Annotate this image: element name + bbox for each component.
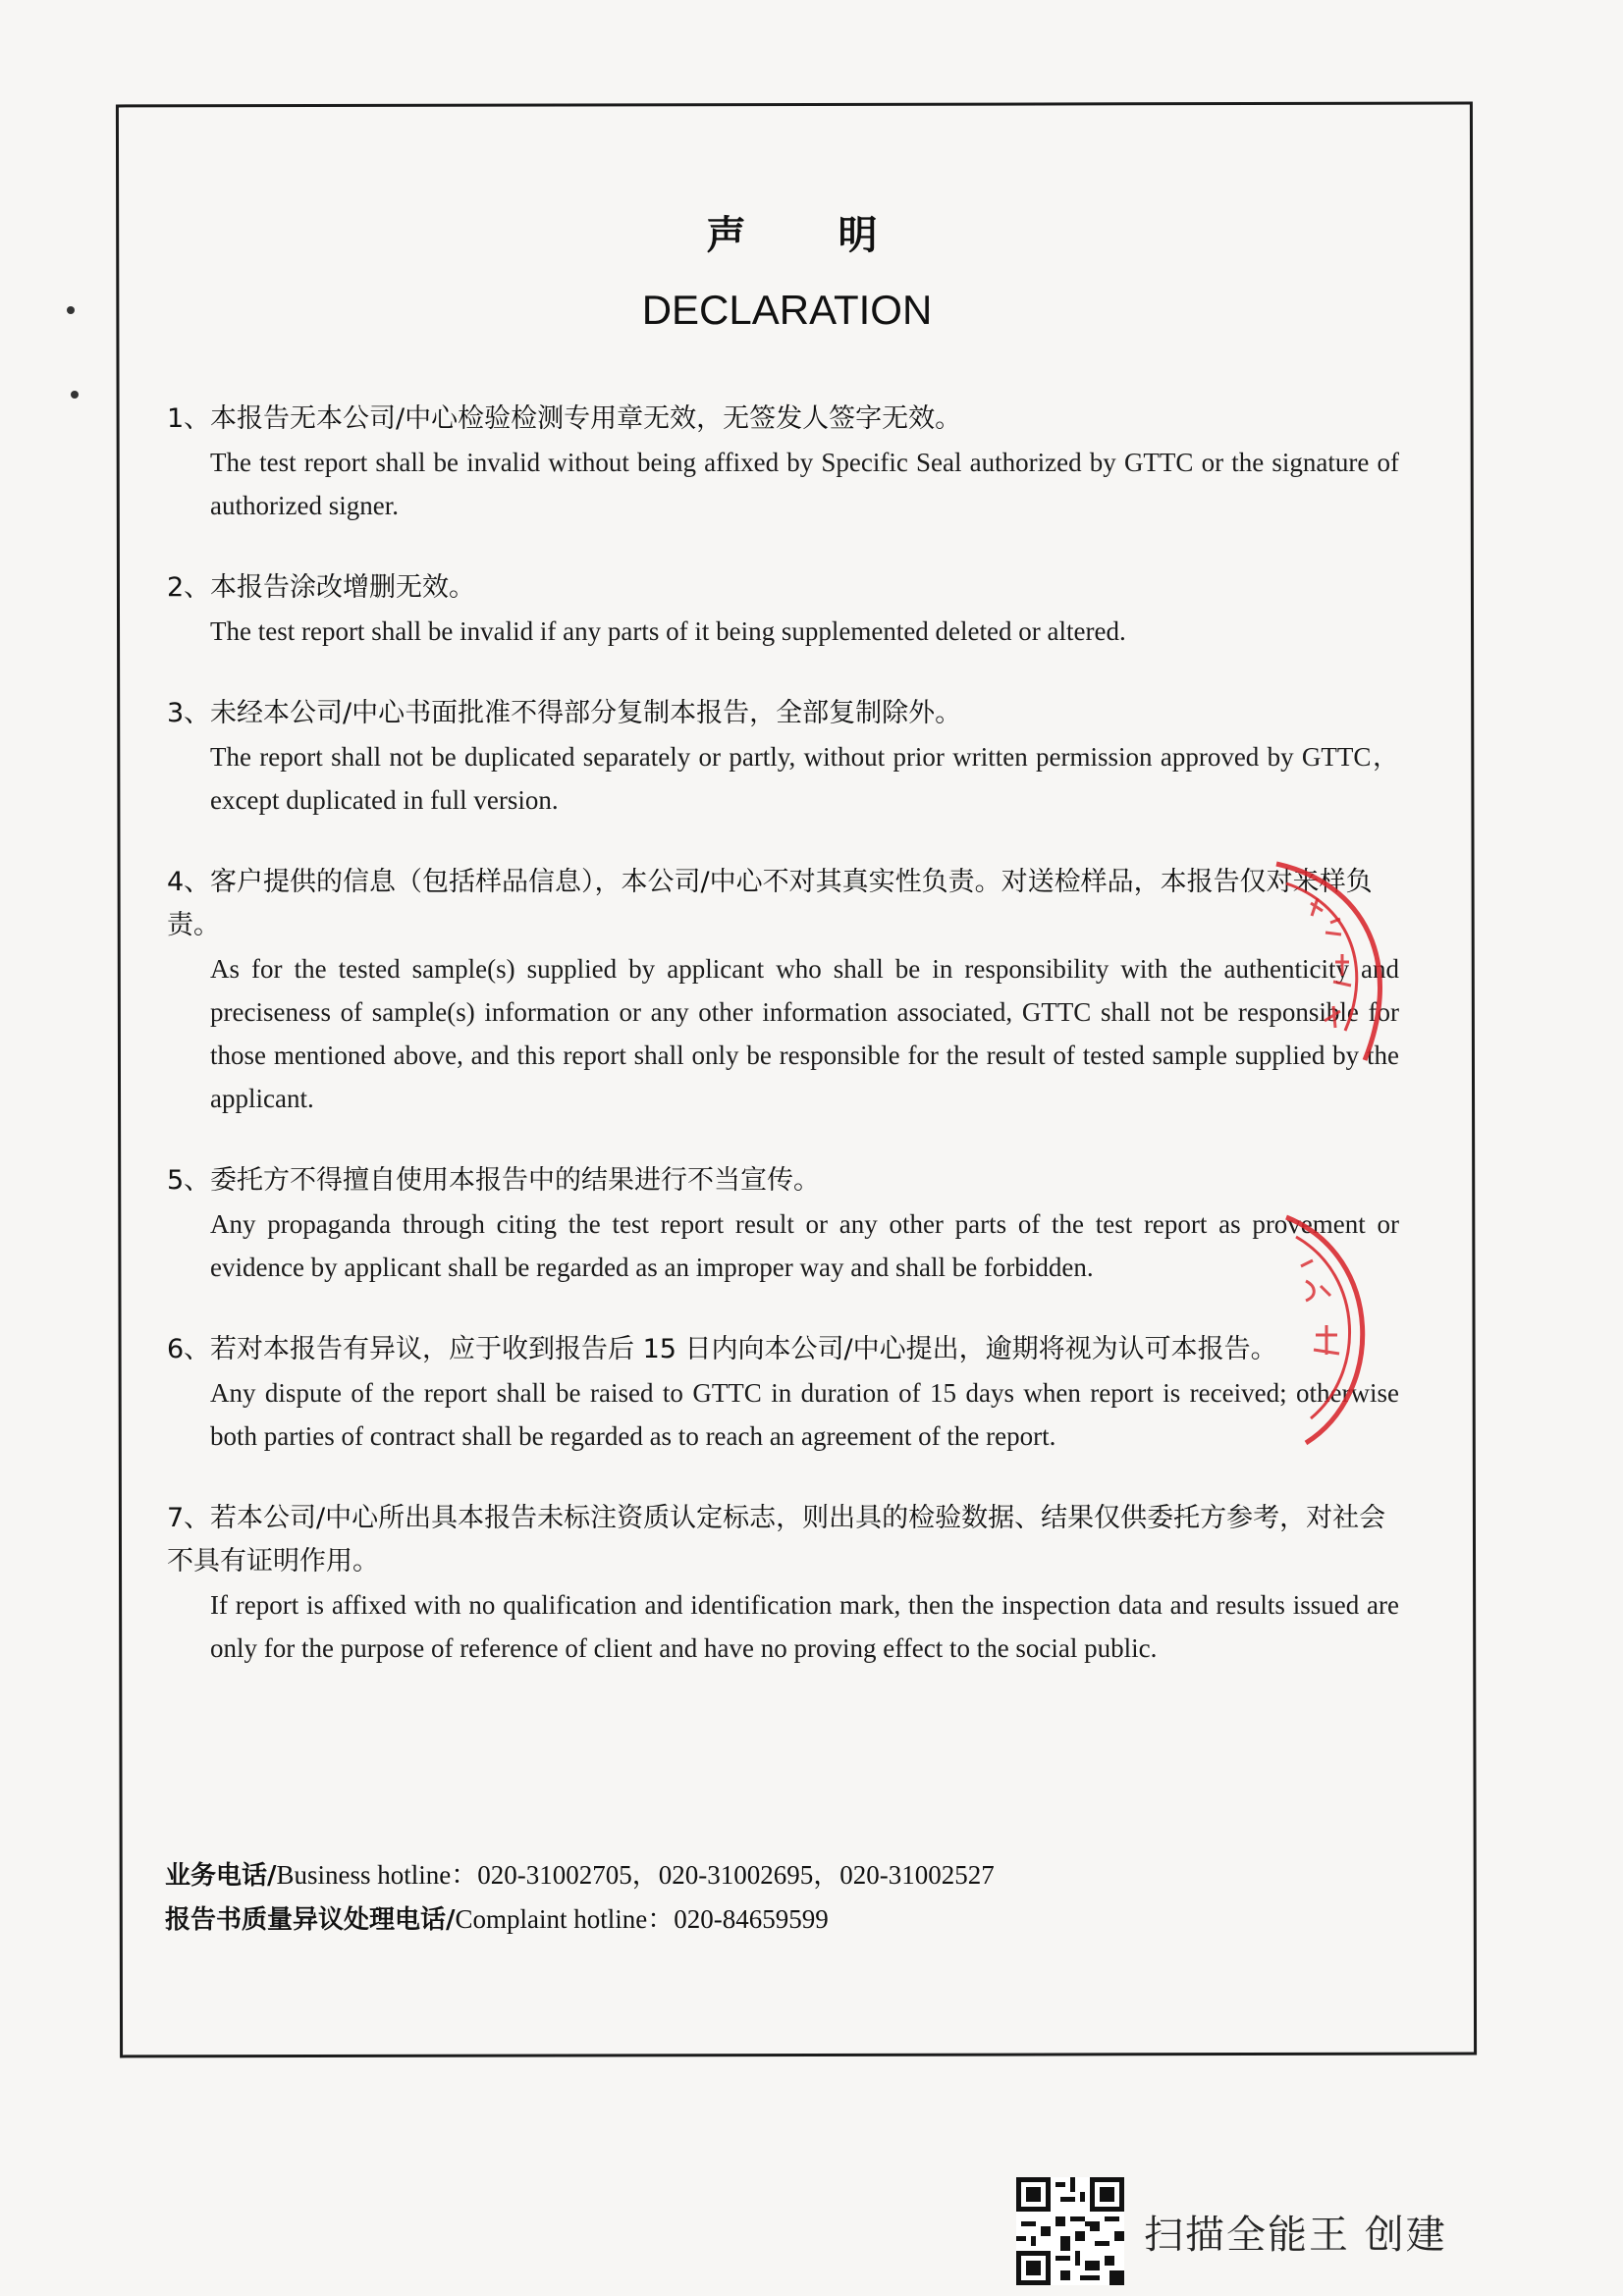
clause-number: 4、 — [167, 867, 211, 897]
clause-3 — [167, 692, 1399, 822]
clause-list — [167, 398, 1399, 1709]
clause-cn-text: 未经本公司/中心书面批准不得部分复制本报告，全部复制除外。 — [210, 698, 962, 728]
qr-code-icon — [1016, 2177, 1124, 2285]
clause-number: 2、 — [167, 572, 211, 603]
complaint-hotline — [165, 1897, 995, 1942]
clause-en-text: Any dispute of the report shall be raised to GTTC in duration of 15 days when report is received; otherwise both parties of contract shall be regarded as to reach an agreement of the report. — [210, 1378, 1399, 1451]
clause-2 — [167, 566, 1399, 653]
clause-number: 5、 — [167, 1165, 211, 1196]
business-hotline-numbers: Business hotline：020-31002705，020-31002695，020-31002527 — [276, 1860, 995, 1890]
clause-cn-text: 本报告无本公司/中心检验检测专用章无效，无签发人签字无效。 — [210, 403, 962, 434]
clause-cn — [167, 861, 1399, 947]
clause-7 — [167, 1497, 1399, 1670]
clause-6 — [167, 1328, 1399, 1458]
clause-cn — [167, 1497, 1399, 1583]
clause-cn-text: 若对本报告有异议，应于收到报告后 15 日内向本公司/中心提出，逾期将视为认可本报告。 — [210, 1334, 1277, 1364]
hotlines — [165, 1853, 995, 1942]
title-chinese: 声 明 — [706, 213, 917, 258]
clause-cn-text: 客户提供的信息（包括样品信息），本公司/中心不对其真实性负责。对送检样品，本报告仅对来样负责。 — [167, 867, 1373, 940]
clause-en-text: The report shall not be duplicated separately or partly, without prior written permission approved by GTTC，except duplicated in full version. — [210, 742, 1399, 815]
clause-number: 1、 — [167, 403, 211, 434]
clause-cn — [167, 1159, 1399, 1202]
clause-number: 7、 — [167, 1503, 211, 1533]
title-english: DECLARATION — [641, 287, 933, 333]
clause-4 — [167, 861, 1399, 1120]
clause-cn-text: 本报告涂改增删无效。 — [210, 572, 475, 603]
business-hotline-label: 业务电话/ — [165, 1861, 277, 1891]
business-hotline — [165, 1853, 995, 1897]
clause-number: 6、 — [167, 1334, 211, 1364]
clause-cn — [167, 566, 1399, 610]
clause-en-text: As for the tested sample(s) supplied by applicant who shall be in responsibility with the authenticity and preciseness of sample(s) information or any other information associated, GTTC shall not be responsible for those mentioned above, and this report shall only be responsible for the result of tested sample supplied by the applicant. — [210, 954, 1399, 1113]
clause-en-text: Any propaganda through citing the test report result or any other parts of the test report as provement or evidence by applicant shall be regarded as an improper way and shall be forbidden. — [210, 1209, 1399, 1282]
scanner-watermark — [1016, 2177, 1447, 2285]
clause-cn — [167, 692, 1399, 735]
binder-dot-bottom — [71, 391, 79, 399]
clause-en-text: The test report shall be invalid without being affixed by Specific Seal authorized by GTTC or the signature of authorized signer. — [210, 448, 1399, 520]
complaint-hotline-number: Complaint hotline：020-84659599 — [455, 1904, 829, 1934]
clause-number: 3、 — [167, 698, 211, 728]
clause-cn-text: 委托方不得擅自使用本报告中的结果进行不当宣传。 — [210, 1165, 820, 1196]
complaint-hotline-label: 报告书质量异议处理电话/ — [165, 1905, 456, 1935]
clause-cn — [167, 398, 1399, 441]
clause-5 — [167, 1159, 1399, 1289]
clause-1 — [167, 398, 1399, 527]
clause-cn — [167, 1328, 1399, 1371]
scanner-app-text: 扫描全能王 创建 — [1144, 2212, 1447, 2258]
clause-en-text: The test report shall be invalid if any parts of it being supplemented deleted or altered. — [210, 616, 1126, 646]
clause-en-text: If report is affixed with no qualification and identification mark, then the inspection data and results issued are only for the purpose of reference of client and have no proving effect to the social public. — [210, 1590, 1399, 1663]
clause-cn-text: 若本公司/中心所出具本报告未标注资质认定标志，则出具的检验数据、结果仅供委托方参考，对社会不具有证明作用。 — [167, 1503, 1386, 1576]
